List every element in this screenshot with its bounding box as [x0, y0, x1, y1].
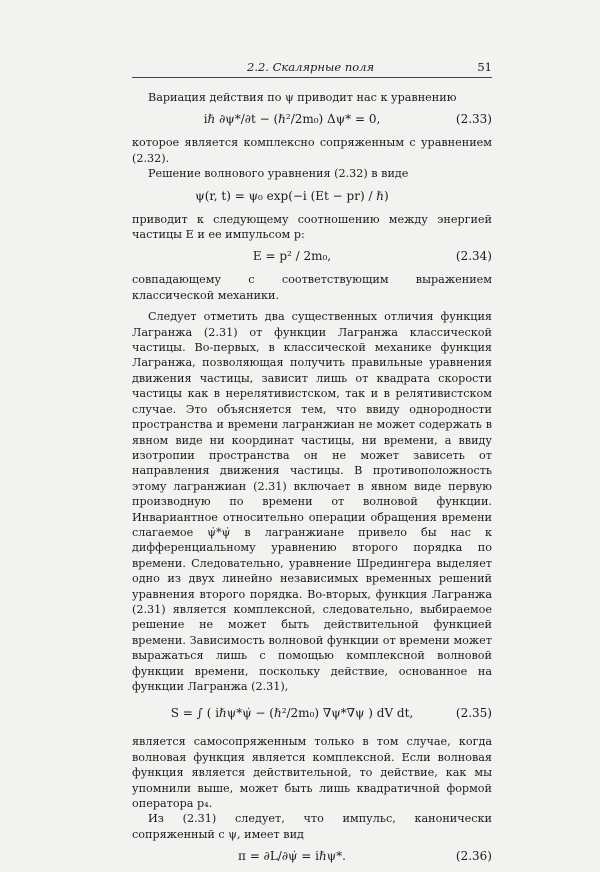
equation-formula: E = p² / 2m₀, [252, 249, 332, 264]
page-number: 51 [477, 60, 492, 74]
equation-number: (2.33) [455, 112, 492, 127]
equation-formula: π = ∂L/∂ψ̇ = iℏψ*. [238, 849, 346, 864]
equation-number: (2.34) [455, 249, 492, 264]
equation-wave [132, 182, 492, 212]
solution-intro-text: Решение волнового уравнения (2.32) в виде [148, 167, 409, 181]
page-body [132, 90, 492, 872]
leads-to-text: приводит к следующему соотношению между энергией частицы E и ее импульсом p: [132, 212, 492, 242]
equation-formula: S = ∫ ( iℏψ*ψ̇ − (ℏ²/2m₀) ∇ψ*∇ψ ) dV dt, [170, 706, 414, 721]
header-title: 2.2. Скалярные поля [247, 60, 375, 74]
running-header [132, 60, 492, 78]
momentum-text: Из (2.31) следует, что импульс, канонически сопряженный с ψ, имеет вид [132, 812, 492, 841]
equation-2-36 [132, 842, 492, 872]
intro-text: Вариация действия по ψ приводит нас к уравнению [148, 91, 457, 104]
equation-2-34 [132, 242, 492, 272]
equation-2-35 [132, 694, 492, 734]
after-2-33-text: которое является комплексно сопряженным с уравнением (2.32). [132, 136, 492, 165]
equation-2-33 [132, 105, 492, 135]
after-2-35-text: является самосопряженным только в том случае, когда волновая функция является комплексной. Если волновая функция является действительной, то действие, как мы упомнили выше, может быть лишь квадратичной формой оператора p₄. [132, 735, 492, 811]
equation-number: (2.36) [455, 849, 492, 864]
coincides-text: совпадающему с соответствующим выражением классической механики. [132, 273, 492, 302]
main-paragraph: Следует отметить два существенных отличия функция Лагранжа (2.31) от функции Лагранжа классической частицы. Во-первых, в классической механике функция Лагранжа, позволяющая получить правильные уравнения движения частицы, зависит лишь от квадрата скорости частицы как в нерелятивистском, так и в релятивистском случае. Это объясняется тем, что ввиду однородности пространства и времени лагранжиан не может содержать в явном виде ни координат частицы, ни времени, а ввиду изотропии пространства он не может зависеть от направления движения частицы. В противоположность этому лагранжиан (2.31) включает в явном виде первую производную по времени от волновой функции. Инвариантное относительно операции обращения времени слагаемое ψ̇*ψ̇ в лагранжиане привело бы нас к дифференциальному уравнению второго порядка по времени. Следовательно, уравнение Шредингера выделяет одно из двух линейно независимых временных решений уравнения второго порядка. Во-вторых, функция Лагранжа (2.31) является комплексной, следовательно, выбираемое решение не может быть действительной функцией времени. Зависимость волновой функции от времени может выражаться лишь с помощью комплексной волновой функции времени, поскольку действие, основанное на функции Лагранжа (2.31), [132, 310, 492, 693]
equation-number: (2.35) [455, 706, 492, 721]
equation-formula: iℏ ∂ψ*/∂t − (ℏ²/2m₀) Δψ* = 0, [203, 112, 381, 127]
equation-formula: ψ(r, t) = ψ₀ exp(−i (Et − pr) / ℏ) [195, 188, 389, 203]
